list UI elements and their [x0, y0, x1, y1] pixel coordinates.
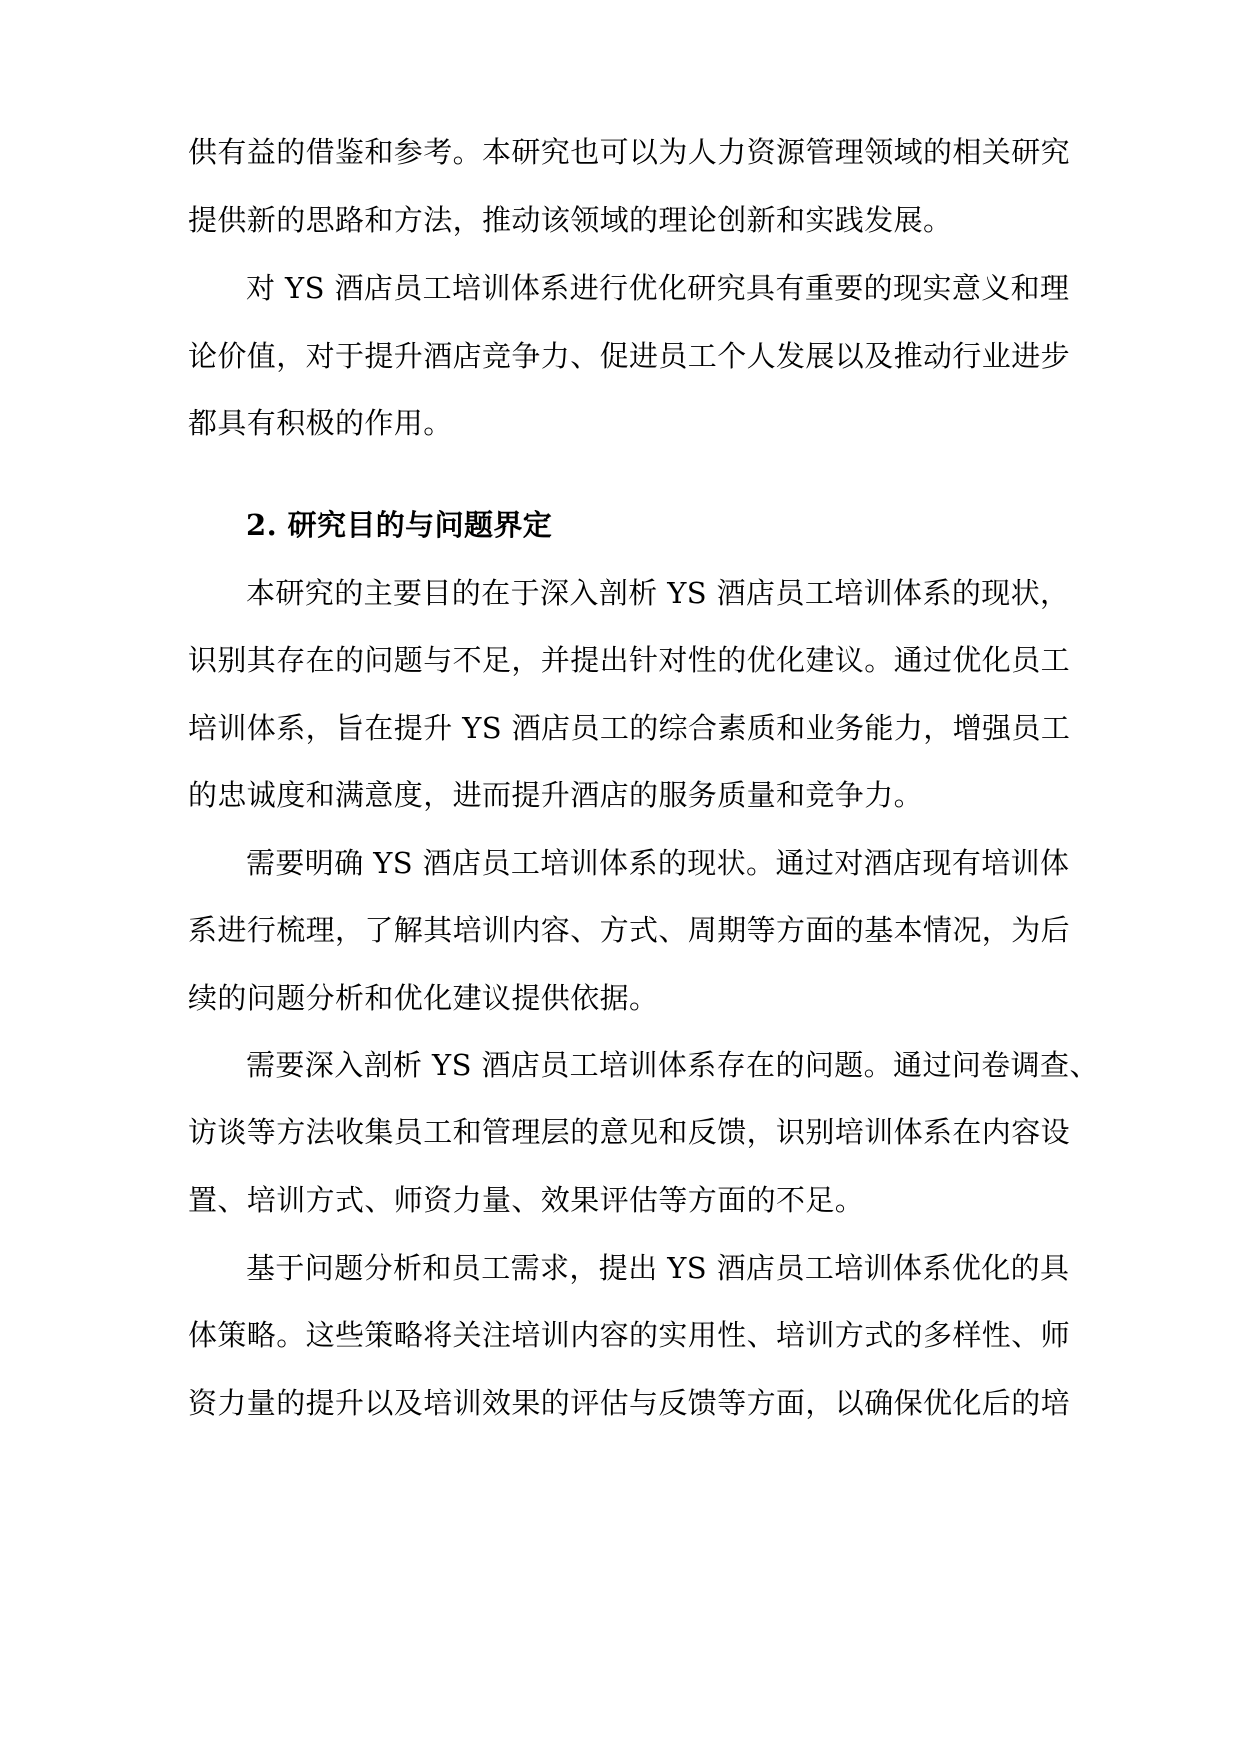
text-line: 的忠诚度和满意度，进而提升酒店的服务质量和竞争力。 — [188, 778, 924, 812]
text-line: 基于问题分析和员工需求，提出 YS 酒店员工培训体系优化的具 — [246, 1251, 1070, 1285]
text-line: 续的问题分析和优化建议提供依据。 — [188, 981, 659, 1015]
text-line: 论价值，对于提升酒店竞争力、促进员工个人发展以及推动行业进步 — [188, 339, 1071, 373]
text-line: 系进行梳理，了解其培训内容、方式、周期等方面的基本情况，为后 — [188, 913, 1071, 947]
text-line: 需要深入剖析 YS 酒店员工培训体系存在的问题。通过问卷调查、 — [246, 1048, 1099, 1082]
text-line: 需要明确 YS 酒店员工培训体系的现状。通过对酒店现有培训体 — [246, 846, 1070, 880]
text-line: 体策略。这些策略将关注培训内容的实用性、培训方式的多样性、师 — [188, 1318, 1071, 1352]
text-line: 本研究的主要目的在于深入剖析 YS 酒店员工培训体系的现状， — [246, 576, 1070, 610]
text-line: 对 YS 酒店员工培训体系进行优化研究具有重要的现实意义和理 — [246, 271, 1070, 305]
text-line: 供有益的借鉴和参考。本研究也可以为人力资源管理领域的相关研究 — [188, 135, 1071, 169]
text-line: 提供新的思路和方法，推动该领域的理论创新和实践发展。 — [188, 203, 953, 237]
text-line: 访谈等方法收集员工和管理层的意见和反馈，识别培训体系在内容设 — [188, 1115, 1071, 1149]
section-heading: 2. 研究目的与问题界定 — [246, 508, 553, 542]
text-line: 资力量的提升以及培训效果的评估与反馈等方面，以确保优化后的培 — [188, 1386, 1071, 1420]
text-line: 识别其存在的问题与不足，并提出针对性的优化建议。通过优化员工 — [188, 643, 1071, 677]
text-line: 都具有积极的作用。 — [188, 406, 453, 440]
text-line: 置、培训方式、师资力量、效果评估等方面的不足。 — [188, 1183, 865, 1217]
text-line: 培训体系，旨在提升 YS 酒店员工的综合素质和业务能力，增强员工 — [188, 711, 1071, 745]
